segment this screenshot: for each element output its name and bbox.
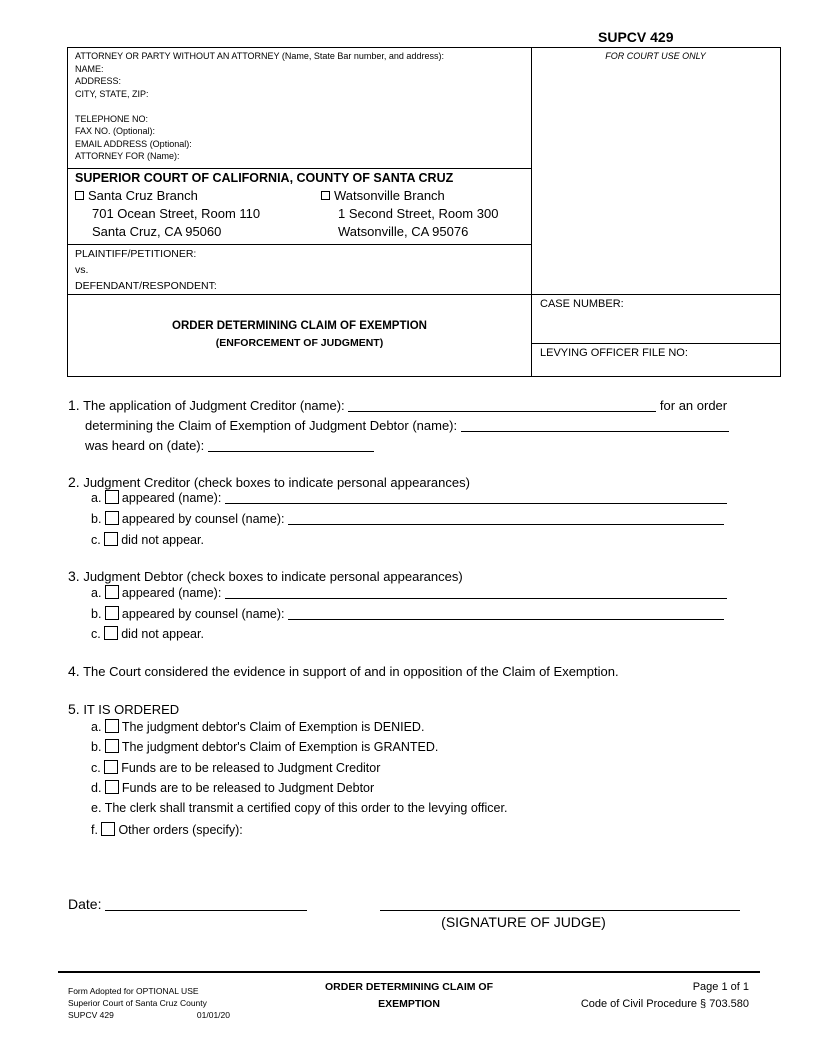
- judgment-debtor-name-line[interactable]: [461, 419, 729, 432]
- item-letter: f.: [91, 823, 98, 837]
- item-text: did not appear.: [121, 627, 204, 641]
- item-text: appeared (name):: [121, 586, 222, 600]
- court-divider: [67, 244, 531, 245]
- date-line[interactable]: [105, 898, 307, 911]
- footer-form-date: 01/01/20: [196, 1010, 230, 1020]
- levying-officer-field[interactable]: LEVYING OFFICER FILE NO:: [540, 347, 688, 359]
- attorney-block: [75, 50, 444, 163]
- item-3b: [91, 606, 724, 621]
- santa-cruz-branch-checkbox[interactable]: [75, 191, 84, 200]
- footer-center: [296, 979, 522, 1013]
- creditor-counsel-checkbox[interactable]: [105, 511, 119, 525]
- item-letter: b.: [91, 607, 102, 621]
- item-text: appeared by counsel (name):: [121, 607, 285, 621]
- branch-city: Watsonville, CA 95076: [338, 224, 469, 239]
- attorney-line: ATTORNEY OR PARTY WITHOUT AN ATTORNEY (Name, State Bar number, and address):: [75, 51, 444, 61]
- footer-right: [530, 979, 749, 1013]
- attorney-address-field[interactable]: ADDRESS:: [75, 76, 122, 86]
- footer-title-line2: EXEMPTION: [378, 998, 440, 1010]
- attorney-divider: [67, 168, 531, 169]
- item-letter: a.: [91, 491, 102, 505]
- item-text: for an order: [659, 398, 728, 413]
- item-text: Judgment Creditor (check boxes to indicate personal appearances): [83, 475, 470, 490]
- item-letter: a.: [91, 586, 102, 600]
- judgment-creditor-name-line[interactable]: [348, 399, 656, 412]
- attorney-email-field[interactable]: EMAIL ADDRESS (Optional):: [75, 138, 192, 149]
- date-row: [68, 896, 307, 912]
- watsonville-branch-checkbox[interactable]: [321, 191, 330, 200]
- footer-code: Code of Civil Procedure § 703.580: [580, 998, 749, 1010]
- debtor-counsel-name-line[interactable]: [288, 607, 724, 620]
- attorney-name-field[interactable]: NAME:: [75, 63, 104, 74]
- court-title: SUPERIOR COURT OF CALIFORNIA, COUNTY OF SANTA CRUZ: [75, 171, 454, 185]
- footer-left: [68, 985, 230, 1021]
- header-right-border: [780, 47, 781, 377]
- item-letter: c.: [91, 533, 101, 547]
- defendant-field[interactable]: DEFENDANT/RESPONDENT:: [75, 280, 217, 292]
- claim-denied-checkbox[interactable]: [105, 719, 119, 733]
- item-text: The judgment debtor's Claim of Exemption is GRANTED.: [121, 740, 439, 754]
- funds-to-debtor-checkbox[interactable]: [105, 780, 119, 794]
- other-orders-checkbox[interactable]: [101, 822, 115, 836]
- item-number: 5.: [68, 701, 80, 717]
- footer-title-line1: ORDER DETERMINING CLAIM OF: [325, 981, 493, 993]
- item-text: The clerk shall transmit a certified copy of this order to the levying officer.: [104, 801, 508, 815]
- parties-divider: [67, 294, 780, 295]
- branch-santa-cruz: [75, 187, 260, 241]
- item-text: The application of Judgment Creditor (name):: [83, 398, 345, 413]
- item-1-line-2: [85, 416, 729, 436]
- item-5e: [91, 801, 507, 815]
- branch-name: Watsonville Branch: [334, 188, 445, 203]
- item-5: [68, 699, 179, 720]
- debtor-appeared-name-line[interactable]: [225, 586, 727, 599]
- item-2c: [91, 532, 204, 547]
- footer-rule: [58, 971, 760, 973]
- item-text: Funds are to be released to Judgment Debtor: [121, 781, 375, 795]
- item-letter: a.: [91, 720, 102, 734]
- header-bottom-border: [67, 376, 780, 377]
- item-3c: [91, 626, 204, 641]
- form-id: SUPCV 429: [598, 29, 674, 45]
- item-text: The Court considered the evidence in support of and in opposition of the Claim of Exemption.: [83, 664, 619, 679]
- attorney-telephone-field[interactable]: TELEPHONE NO:: [75, 113, 149, 124]
- item-5d: [91, 780, 374, 795]
- item-2b: [91, 511, 724, 526]
- item-2a: [91, 490, 727, 505]
- branch-name: Santa Cruz Branch: [88, 188, 198, 203]
- attorney-spacer: [75, 100, 444, 113]
- vs-label: vs.: [75, 264, 89, 276]
- item-text: appeared by counsel (name):: [121, 512, 285, 526]
- item-text: was heard on (date):: [85, 438, 205, 453]
- item-3a: [91, 585, 727, 600]
- item-text: Judgment Debtor (check boxes to indicate personal appearances): [83, 569, 463, 584]
- attorney-for-field[interactable]: ATTORNEY FOR (Name):: [75, 151, 180, 161]
- attorney-city-field[interactable]: CITY, STATE, ZIP:: [75, 88, 149, 99]
- creditor-counsel-name-line[interactable]: [288, 512, 724, 525]
- item-1-line-3: [85, 436, 374, 456]
- item-text: did not appear.: [121, 533, 204, 547]
- item-text: Other orders (specify):: [118, 823, 243, 837]
- item-number: 1.: [68, 397, 80, 413]
- item-1: [68, 395, 727, 416]
- header-top-border: [67, 47, 780, 48]
- date-label: Date:: [68, 896, 102, 912]
- debtor-counsel-checkbox[interactable]: [105, 606, 119, 620]
- item-letter: b.: [91, 740, 102, 754]
- item-letter: b.: [91, 512, 102, 526]
- funds-to-creditor-checkbox[interactable]: [104, 760, 118, 774]
- item-text: Funds are to be released to Judgment Creditor: [121, 761, 381, 775]
- hearing-date-line[interactable]: [208, 439, 374, 452]
- item-text: determining the Claim of Exemption of Judgment Debtor (name):: [85, 418, 458, 433]
- item-3: [68, 566, 463, 587]
- attorney-fax-field[interactable]: FAX NO. (Optional):: [75, 126, 156, 136]
- item-number: 2.: [68, 474, 80, 490]
- item-text: IT IS ORDERED: [83, 702, 180, 717]
- item-letter: c.: [91, 761, 101, 775]
- signature-of-judge-label: (SIGNATURE OF JUDGE): [441, 914, 606, 930]
- item-text: The judgment debtor's Claim of Exemption is DENIED.: [121, 720, 425, 734]
- case-number-field[interactable]: CASE NUMBER:: [540, 298, 624, 310]
- court-use-label: FOR COURT USE ONLY: [605, 51, 706, 61]
- footer-court: Superior Court of Santa Cruz County: [68, 998, 207, 1008]
- form-title: ORDER DETERMINING CLAIM OF EXEMPTION: [172, 320, 427, 332]
- creditor-not-appear-checkbox[interactable]: [104, 532, 118, 546]
- footer-form-id: SUPCV 429: [68, 1010, 114, 1020]
- item-5c: [91, 760, 380, 775]
- claim-granted-checkbox[interactable]: [105, 739, 119, 753]
- form-subtitle: (ENFORCEMENT OF JUDGMENT): [215, 337, 384, 349]
- item-number: 3.: [68, 568, 80, 584]
- item-number: 4.: [68, 663, 80, 679]
- creditor-appeared-checkbox[interactable]: [105, 490, 119, 504]
- debtor-not-appear-checkbox[interactable]: [104, 626, 118, 640]
- debtor-appeared-checkbox[interactable]: [105, 585, 119, 599]
- item-letter: d.: [91, 781, 102, 795]
- item-letter: e.: [91, 801, 102, 815]
- item-text: appeared (name):: [121, 491, 222, 505]
- branch-city: Santa Cruz, CA 95060: [92, 224, 222, 239]
- plaintiff-field[interactable]: PLAINTIFF/PETITIONER:: [75, 248, 197, 260]
- item-letter: c.: [91, 627, 101, 641]
- footer-adopted: Form Adopted for OPTIONAL USE: [68, 986, 199, 996]
- case-number-divider: [531, 343, 780, 344]
- footer-form-id-row: [68, 1009, 230, 1021]
- item-5f: [91, 822, 243, 837]
- branch-street: 701 Ocean Street, Room 110: [92, 206, 261, 221]
- header-center-divider: [531, 47, 532, 377]
- branch-watsonville: [321, 187, 498, 241]
- item-5a: [91, 719, 424, 734]
- item-4: [68, 661, 619, 682]
- item-5b: [91, 739, 438, 754]
- creditor-appeared-name-line[interactable]: [225, 491, 727, 504]
- footer-page: Page 1 of 1: [692, 981, 749, 993]
- branch-street: 1 Second Street, Room 300: [338, 206, 499, 221]
- signature-line[interactable]: [380, 910, 740, 911]
